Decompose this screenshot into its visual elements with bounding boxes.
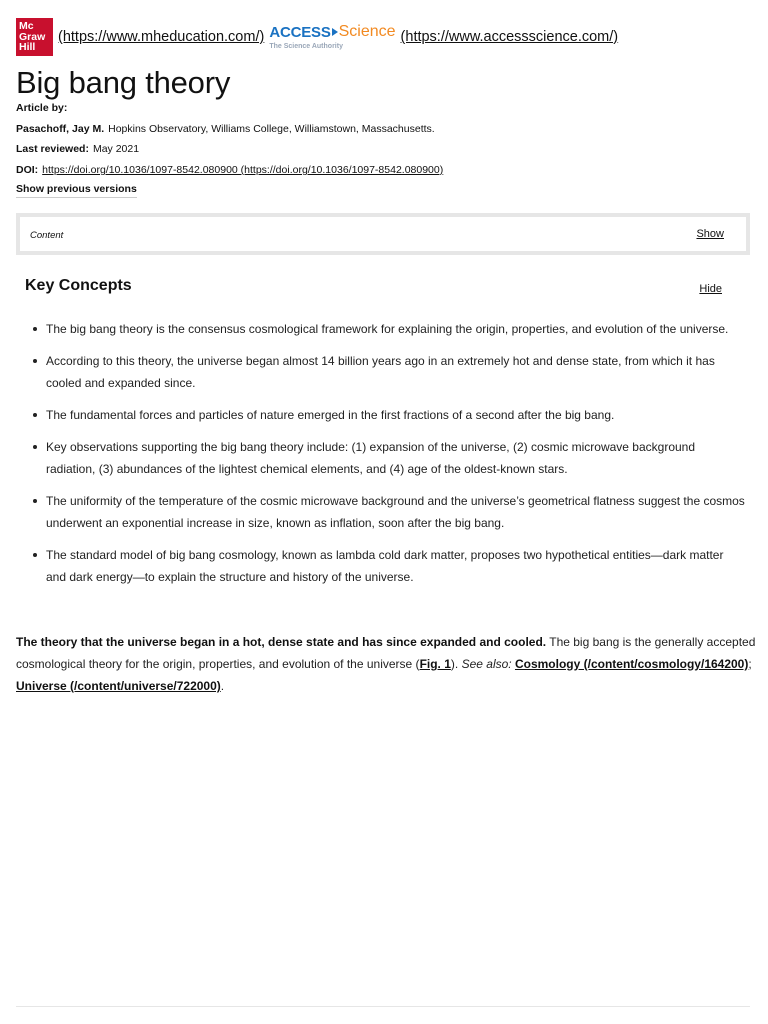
mgh-logo-line: Graw xyxy=(19,30,46,43)
figure-1-link[interactable]: Fig. 1 xyxy=(419,657,451,671)
doi-label: DOI: xyxy=(16,164,39,176)
access-wordmark: ACCESS xyxy=(269,23,331,41)
site-header xyxy=(16,17,618,57)
lead-end: . xyxy=(220,679,225,693)
last-reviewed-line xyxy=(16,143,139,155)
author-line xyxy=(16,123,435,135)
mcgraw-hill-logo[interactable] xyxy=(16,18,53,56)
doi-link[interactable]: https://doi.org/10.1036/1097-8542.080900 (https://doi.org/10.1036/1097-8542.080900) xyxy=(42,164,444,176)
key-concept-item: The fundamental forces and particles of nature emerged in the first fractions of a second after the big bang. xyxy=(46,404,746,426)
accessscience-logo[interactable] xyxy=(269,24,395,50)
link-separator: ; xyxy=(748,657,752,671)
lead-text: ). xyxy=(450,657,462,671)
key-concepts-heading: Key Concepts xyxy=(25,277,132,294)
universe-link[interactable]: Universe (/content/universe/722000) xyxy=(16,679,221,693)
content-panel xyxy=(16,213,750,255)
mgh-logo-line: Hill xyxy=(19,41,36,53)
key-concept-item: The standard model of big bang cosmology, known as lambda cold dark matter, proposes two hypothetical entities—dark matter and dark energy—to explain the structure and history of the universe. xyxy=(46,544,746,588)
article-by-label xyxy=(16,102,67,114)
content-show-toggle[interactable]: Show xyxy=(696,228,724,240)
see-also-label: See also: xyxy=(461,657,512,671)
mgh-logo-line: Mc xyxy=(19,20,34,32)
article-by-text: Article by: xyxy=(16,102,68,114)
show-previous-versions-button[interactable]: Show previous versions xyxy=(16,183,137,198)
accessscience-link[interactable]: (https://www.accessscience.com/) xyxy=(400,29,619,45)
cosmology-link[interactable]: Cosmology (/content/cosmology/164200) xyxy=(514,657,749,671)
key-concept-item: The uniformity of the temperature of the cosmic microwave background and the universe’s geometrical flatness suggest the cosmos underwent an exponential increase in size, known as inflation, soon after the big bang. xyxy=(46,490,746,534)
lead-paragraph xyxy=(16,631,756,697)
science-wordmark: Science xyxy=(338,23,396,40)
footer-divider xyxy=(16,1006,750,1007)
mheducation-link[interactable]: (https://www.mheducation.com/) xyxy=(58,29,265,45)
key-concepts-list xyxy=(30,318,746,598)
key-concept-item: Key observations supporting the big bang theory include: (1) expansion of the universe, (2) cosmic microwave background radiation, (3) abundances of the lightest chemical elements, and (4) age of the oldest-known stars. xyxy=(46,436,746,480)
play-arrow-icon xyxy=(332,28,338,36)
author-affiliation: Hopkins Observatory, Williams College, Williamstown, Massachusetts. xyxy=(108,123,435,135)
last-reviewed-label: Last reviewed: xyxy=(16,143,89,155)
author-name: Pasachoff, Jay M. xyxy=(16,123,105,135)
key-concepts-hide-toggle[interactable]: Hide xyxy=(699,283,722,295)
lead-bold-sentence: The theory that the universe began in a hot, dense state and has since expanded and cooled. xyxy=(16,635,547,649)
access-tagline: The Science Authority xyxy=(269,43,343,50)
last-reviewed-date: May 2021 xyxy=(92,143,140,155)
lead-text: The big bang is the generally accepted cosmological theory for the origin, properties, and evolution of the universe ( xyxy=(16,635,756,671)
key-concept-item: According to this theory, the universe began almost 14 billion years ago in an extremely hot and dense state, from which it has cooled and expanded since. xyxy=(46,350,746,394)
doi-line xyxy=(16,164,443,176)
key-concept-item: The big bang theory is the consensus cosmological framework for explaining the origin, properties, and evolution of the universe. xyxy=(46,318,746,340)
content-label: Content xyxy=(30,230,64,241)
page-title: Big bang theory xyxy=(16,65,231,100)
